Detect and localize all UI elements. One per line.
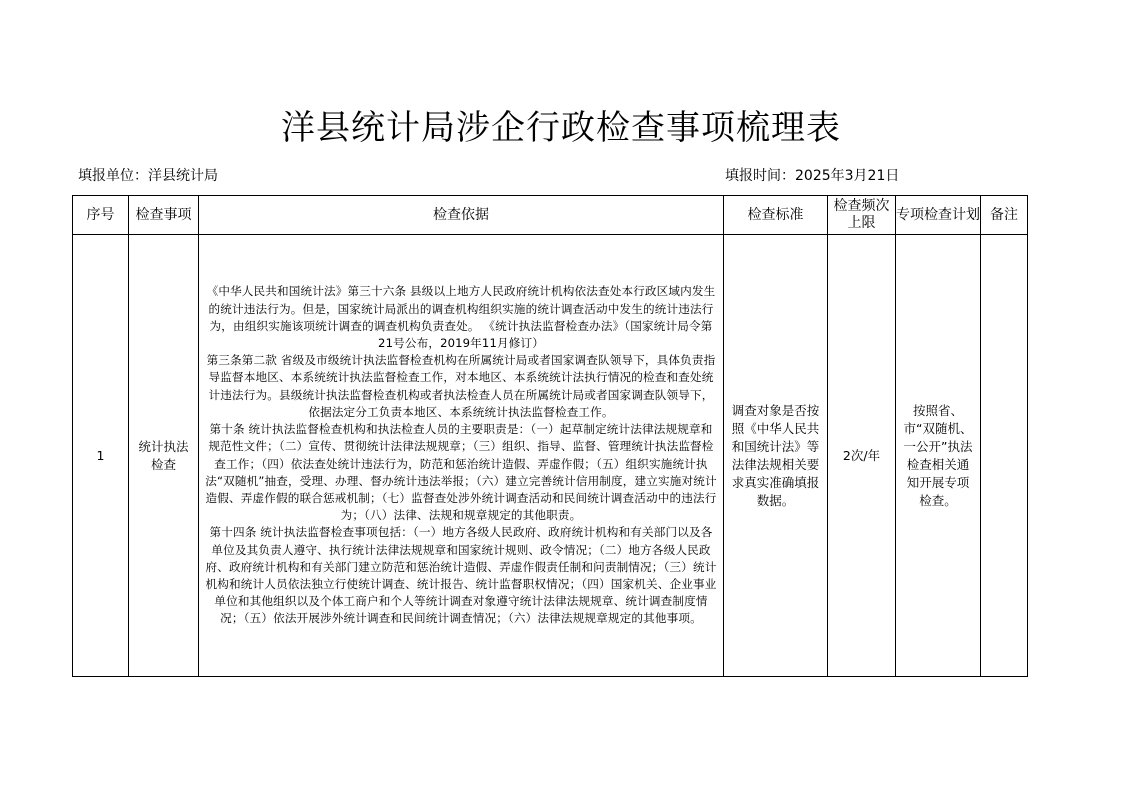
- inspection-table: [72, 195, 1028, 677]
- cell-item: 统计执法检查: [129, 235, 199, 677]
- cell-frequency: 2次/年: [828, 235, 896, 677]
- header-plan: 专项检查计划: [896, 196, 981, 235]
- page-title: 洋县统计局涉企行政检查事项梳理表: [281, 108, 841, 148]
- cell-index: 1: [73, 235, 129, 677]
- header-basis: 检查依据: [199, 196, 724, 235]
- table-row: [73, 235, 1028, 677]
- header-standard: 检查标准: [724, 196, 828, 235]
- header-frequency: 检查频次上限: [828, 196, 896, 235]
- filing-unit: 填报单位：洋县统计局: [78, 168, 218, 184]
- cell-basis: 《中华人民共和国统计法》第三十六条 县级以上地方人民政府统计机构依法查处本行政区域内发生的统计违法行为。但是，国家统计局派出的调查机构组织实施的统计调查活动中发生的统计违法行为，由组织实施该项统计调查的调查机构负责查处。 《统计执法监督检查办法》（国家统计局令第21号公布，2019年11月修订） 第三条第二款 省级及市级统计执法监督检查机构在所属统计局或者国家调查队领导下，具体负责指导监督本地区、本系统统计执法监督检查工作，对本地区、本系统统计法执行情况的检查和查处统计违法行为。县级统计执法监督检查机构或者执法检查人员在所属统计局或者国家调查队领导下，依据法定分工负责本地区、本系统统计执法监督检查工作。 第十条 统计执法监督检查机构和执法检查人员的主要职责是：（一）起草制定统计法律法规规章和规范性文件；（二）宣传、贯彻统计法律法规规章；（三）组织、指导、监督、管理统计执法监督检查工作；（四）依法查处统计违法行为，防范和惩治统计造假、弄虚作假；（五）组织实施统计执法“双随机”抽查，受理、办理、督办统计违法举报；（六）建立完善统计信用制度，建立实施对统计造假、弄虚作假的联合惩戒机制；（七）监督查处涉外统计调查活动和民间统计调查活动中的违法行为；（八）法律、法规和规章规定的其他职责。 第十四条 统计执法监督检查事项包括：（一）地方各级人民政府、政府统计机构和有关部门以及各单位及其负责人遵守、执行统计法律法规规章和国家统计规则、政令情况；（二）地方各级人民政府、政府统计机构和有关部门建立防范和惩治统计造假、弄虚作假责任制和问责制情况；（三）统计机构和统计人员依法独立行使统计调查、统计报告、统计监督职权情况；（四）国家机关、企业事业单位和其他组织以及个体工商户和个人等统计调查对象遵守统计法律法规规章、统计调查制度情况；（五）依法开展涉外统计调查和民间统计调查情况；（六）法律法规规章规定的其他事项。: [199, 235, 724, 677]
- table-header-row: [73, 196, 1028, 235]
- cell-remark: [981, 235, 1028, 677]
- header-remark: 备注: [981, 196, 1028, 235]
- filing-date: 填报时间：2025年3月21日: [725, 168, 900, 184]
- header-item: 检查事项: [129, 196, 199, 235]
- cell-plan: 按照省、市“双随机、一公开”执法检查相关通知开展专项检查。: [896, 235, 981, 677]
- cell-standard: 调查对象是否按照《中华人民共和国统计法》等法律法规相关要求真实准确填报数据。: [724, 235, 828, 677]
- header-index: 序号: [73, 196, 129, 235]
